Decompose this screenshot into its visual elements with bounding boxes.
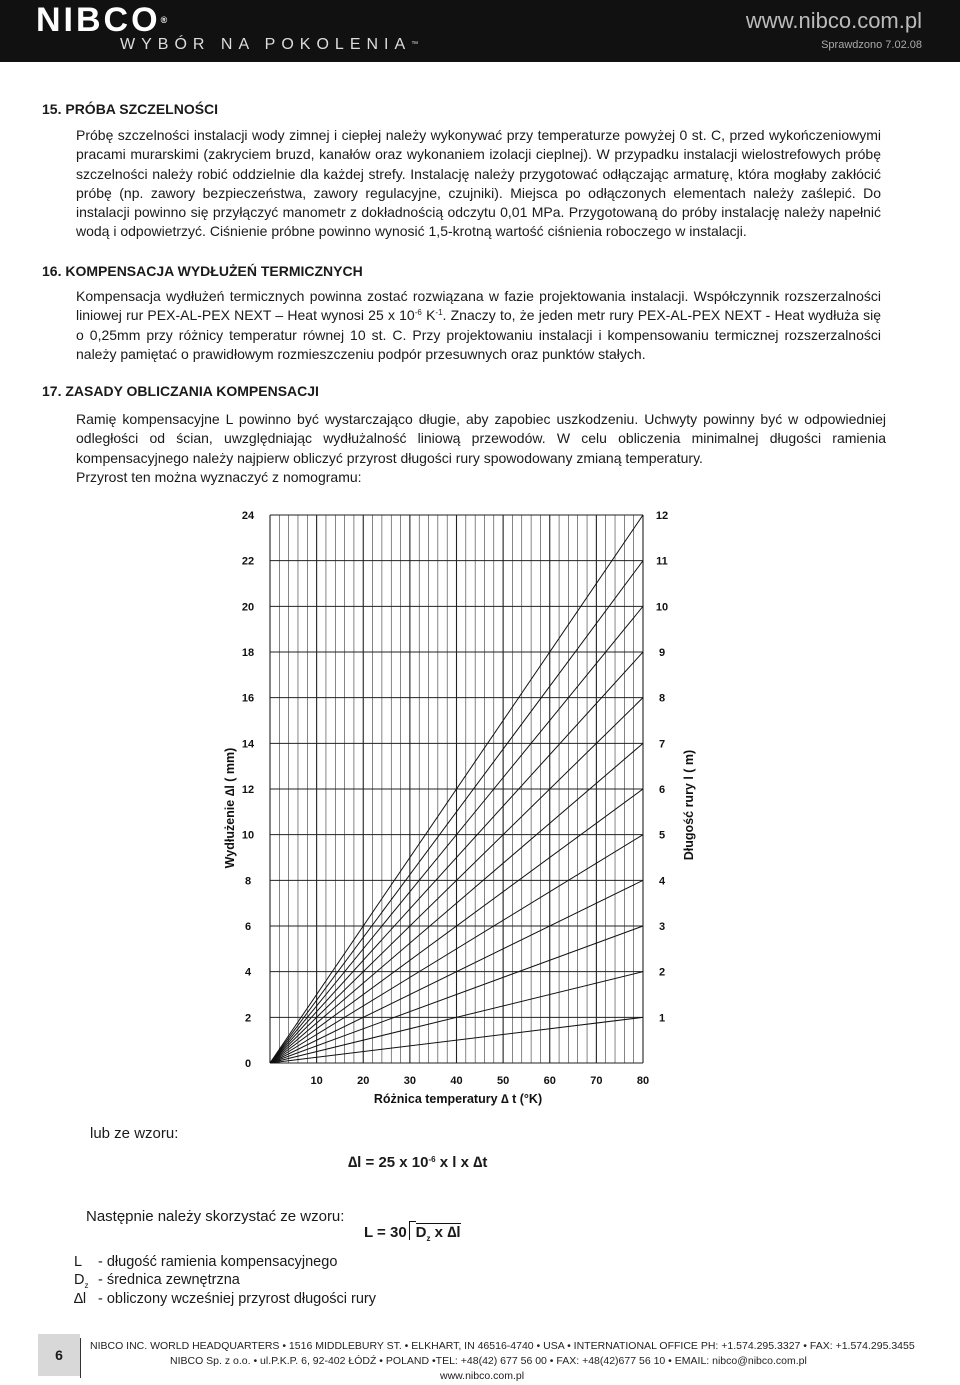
formula-intro-label: lub ze wzoru:: [90, 1125, 179, 1142]
y-left-tick-label: 0: [244, 1058, 252, 1070]
section-16-body: Kompensacja wydłużeń termicznych powinna zostać rozwiązana w fazie projektowania instalacji. Współczynnik rozszerzalności liniowej rur PEX-AL-PEX NEXT – Heat wynosi 25 x $10^{-6}$ $K^{-1}$. Znaczy to, że jeden metr rury PEX-AL-PEX NEXT - Heat wydłuża się o 0,25mm przy różnicy temperatur równej 10 st. C. Przy projektowaniu instalacji i kompensowaniu termicznej rozszerzalności należy pamiętać o prawidłowym rozmieszczeniu podpór przesuwnych oraz punktów stałych.: [76, 288, 881, 362]
elongation-formula: ∆l = 25 x $10^{-6}$ x l x ∆t: [348, 1154, 488, 1171]
legend-row-Dz: $D_z$ - średnica zewnętrzna: [74, 1272, 240, 1290]
x-tick-label: 60: [543, 1075, 556, 1087]
y-left-tick-label: 12: [241, 784, 255, 796]
legend-row-L: L - długość ramienia kompensacyjnego: [74, 1254, 338, 1270]
formula-next-label: Następnie należy skorzystać ze wzoru:: [86, 1208, 345, 1225]
x-tick-label: 20: [357, 1075, 370, 1087]
y-left-tick-label: 20: [241, 601, 255, 614]
page-number: 6: [38, 1334, 80, 1376]
x-tick-label: 80: [636, 1075, 650, 1087]
arm-length-formula: L = 30 $D_z$ x ∆l: [364, 1221, 461, 1247]
y-right-tick-label: 6: [658, 784, 666, 796]
y-right-tick-label: 8: [658, 692, 666, 705]
y-left-tick-label: 22: [241, 555, 255, 568]
section-16-title: 16. KOMPENSACJA WYDŁUŻEŃ TERMICZNYCH: [42, 263, 363, 279]
y-right-tick-label: 10: [655, 601, 669, 614]
section-17-body: Ramię kompensacyjne L powinno być wystarczająco długie, aby zapobiec uszkodzeniu. Uchwyty powinny być w odpowiedniej odległości od ścian, uwzględniając wydłużalność liniową przewodów. W celu obliczenia minimalnej długości ramienia kompensacyjnego należy najpierw obliczyć przyrost długości rury spowodowany zmianą temperatury. Przyrost ten można wyznaczyć z nomogramu:: [76, 410, 886, 487]
y-axis-left-title: Wydłużenie ∆l ( mm): [223, 747, 237, 869]
x-tick-label: 10: [310, 1075, 323, 1087]
nibco-logo: NIBCO®: [36, 1, 168, 39]
x-tick-label: 50: [497, 1075, 510, 1087]
header-bar: [0, 0, 960, 62]
y-right-tick-label: 9: [658, 647, 666, 659]
y-right-tick-label: 3: [658, 921, 666, 933]
x-tick-label: 70: [590, 1075, 603, 1087]
footer-poland-address: NIBCO Sp. z o.o. • ul.P.K.P. 6, 92-402 ŁÓDŹ • POLAND •TEL: +48(42) 677 56 00 • FAX: +48(42)677 56 10 • EMAIL: nibco@nibco.com.pl: [170, 1355, 807, 1367]
nomogram-chart: [200, 500, 720, 1125]
y-right-tick-label: 11: [656, 555, 668, 568]
y-right-tick-label: 12: [655, 510, 669, 522]
chart-ticks: [242, 510, 668, 1087]
y-left-tick-label: 10: [241, 829, 255, 842]
y-right-tick-label: 5: [658, 829, 666, 842]
legend-row-dl: ∆l - obliczony wcześniej przyrost długości rury: [74, 1291, 377, 1307]
y-left-tick-label: 4: [244, 966, 252, 979]
header-website[interactable]: www.nibco.com.pl: [745, 8, 922, 33]
section-15-title: 15. PRÓBA SZCZELNOŚCI: [42, 101, 219, 117]
footer-divider: [80, 1338, 81, 1378]
y-right-tick-label: 7: [658, 738, 666, 751]
footer-hq-address: NIBCO INC. WORLD HEADQUARTERS • 1516 MIDDLEBURY ST. • ELKHART, IN 46516-4740 • USA • INTERNATIONAL OFFICE PH: +1.574.295.3327 • FAX: +1.574.295.3455: [90, 1340, 915, 1352]
footer-website[interactable]: www.nibco.com.pl: [440, 1370, 525, 1382]
sqrt-sign: [409, 1221, 416, 1240]
nomogram-intro: Przyrost ten można wyznaczyć z nomogramu:: [76, 468, 362, 485]
section-15-body: Próbę szczelności instalacji wody zimnej i ciepłej należy wykonywać przy temperaturze powyżej 0 st. C, przed wykończeniowymi pracami murarskimi (zakryciem bruzd, kanałów oraz wykonaniem izolacji cieplnej). W przypadku instalacji wielostrefowych próbę szczelności należy robić oddzielnie dla każdej strefy. Instalację należy przygotować odłączając armaturę, która mogłaby zakłócić próbę (np. zawory bezpieczeństwa, zawory regulacyjne, czujniki). Miejsca po odłączonych elementach należy zaślepić. Do instalacji powinno się przyłączyć manometr z dokładnością odczytu 0,01 MPa. Przygotowaną do próby instalację należy napełnić wodą i odpowietrzyć. Ciśnienie próbne powinno wynosić 1,5-krotną wartość ciśnienia roboczego w instalacji.: [76, 127, 881, 240]
section-17-title: 17. ZASADY OBLICZANIA KOMPENSACJI: [42, 383, 319, 399]
y-right-tick-label: 1: [658, 1012, 666, 1025]
checked-date: Sprawdzono 7.02.08: [821, 39, 922, 51]
y-left-tick-label: 18: [241, 647, 255, 659]
x-tick-label: 40: [450, 1075, 463, 1087]
y-axis-right-title: Długość rury l ( m): [682, 749, 696, 861]
y-left-tick-label: 6: [244, 921, 252, 933]
y-right-tick-label: 2: [658, 966, 666, 979]
y-left-tick-label: 24: [241, 510, 255, 522]
y-left-tick-label: 14: [241, 738, 255, 751]
x-tick-label: 30: [403, 1075, 416, 1087]
y-left-tick-label: 2: [244, 1012, 252, 1025]
tagline: WYBÓR NA POKOLENIA™: [120, 36, 419, 53]
y-left-tick-label: 8: [244, 875, 252, 888]
y-left-tick-label: 16: [241, 692, 255, 705]
x-axis-title: Różnica temperatury ∆ t (°K): [373, 1092, 543, 1106]
y-right-tick-label: 4: [658, 875, 666, 888]
